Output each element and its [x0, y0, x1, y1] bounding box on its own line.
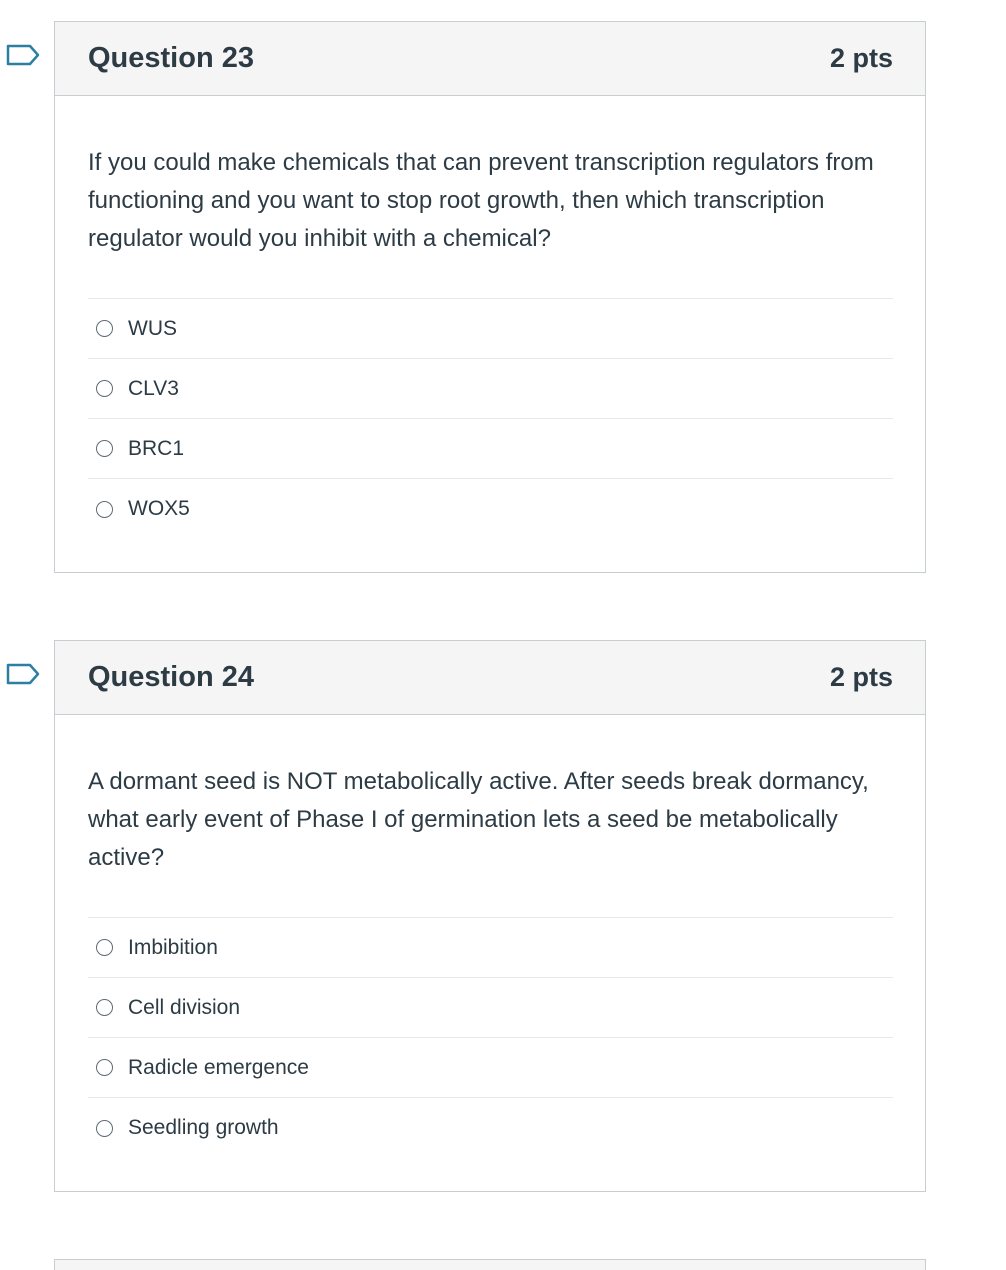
question-points: 2 pts [829, 43, 893, 73]
answer-label[interactable]: CLV3 [128, 376, 179, 400]
question-23 [54, 21, 926, 573]
answer-list [88, 298, 893, 539]
question-title: Question 24 [88, 661, 254, 693]
answer-label[interactable]: Imbibition [128, 935, 218, 959]
radio-unselected-icon[interactable] [96, 440, 113, 457]
question-body [55, 96, 925, 539]
question-header [55, 641, 925, 715]
answer-label[interactable]: BRC1 [128, 436, 185, 460]
flag-question-icon[interactable] [6, 44, 40, 66]
radio-unselected-icon[interactable] [96, 501, 113, 518]
question-header [55, 22, 925, 96]
answer-option[interactable] [88, 1038, 893, 1098]
answer-option[interactable] [88, 1098, 893, 1158]
question-text: A dormant seed is NOT metabolically active. After seeds break dormancy, what early event of Phase I of germination lets a seed be metabolically active? [88, 768, 869, 871]
question-body [55, 715, 925, 1158]
next-question-partial [54, 1259, 926, 1270]
radio-unselected-icon[interactable] [96, 1120, 113, 1137]
radio-unselected-icon[interactable] [96, 380, 113, 397]
answer-option[interactable] [88, 419, 893, 479]
radio-unselected-icon[interactable] [96, 1059, 113, 1076]
answer-label[interactable]: Seedling growth [128, 1116, 279, 1139]
question-text: If you could make chemicals that can prevent transcription regulators from functioning and you want to stop root growth, then which transcription regulator would you inhibit with a chemical? [88, 149, 874, 252]
answer-label[interactable]: Cell division [128, 995, 241, 1019]
radio-unselected-icon[interactable] [96, 999, 113, 1016]
answer-option[interactable] [88, 479, 893, 539]
radio-unselected-icon[interactable] [96, 939, 113, 956]
radio-unselected-icon[interactable] [96, 320, 113, 337]
question-title: Question 23 [88, 42, 254, 74]
answer-list [88, 917, 893, 1158]
answer-label[interactable]: WOX5 [128, 497, 190, 520]
flag-question-icon[interactable] [6, 663, 40, 685]
answer-option[interactable] [88, 299, 893, 359]
question-24 [54, 640, 926, 1192]
question-points: 2 pts [829, 662, 893, 692]
answer-label[interactable]: WUS [128, 316, 177, 340]
answer-option[interactable] [88, 918, 893, 978]
answer-option[interactable] [88, 359, 893, 419]
answer-option[interactable] [88, 978, 893, 1038]
answer-label[interactable]: Radicle emergence [128, 1055, 309, 1079]
